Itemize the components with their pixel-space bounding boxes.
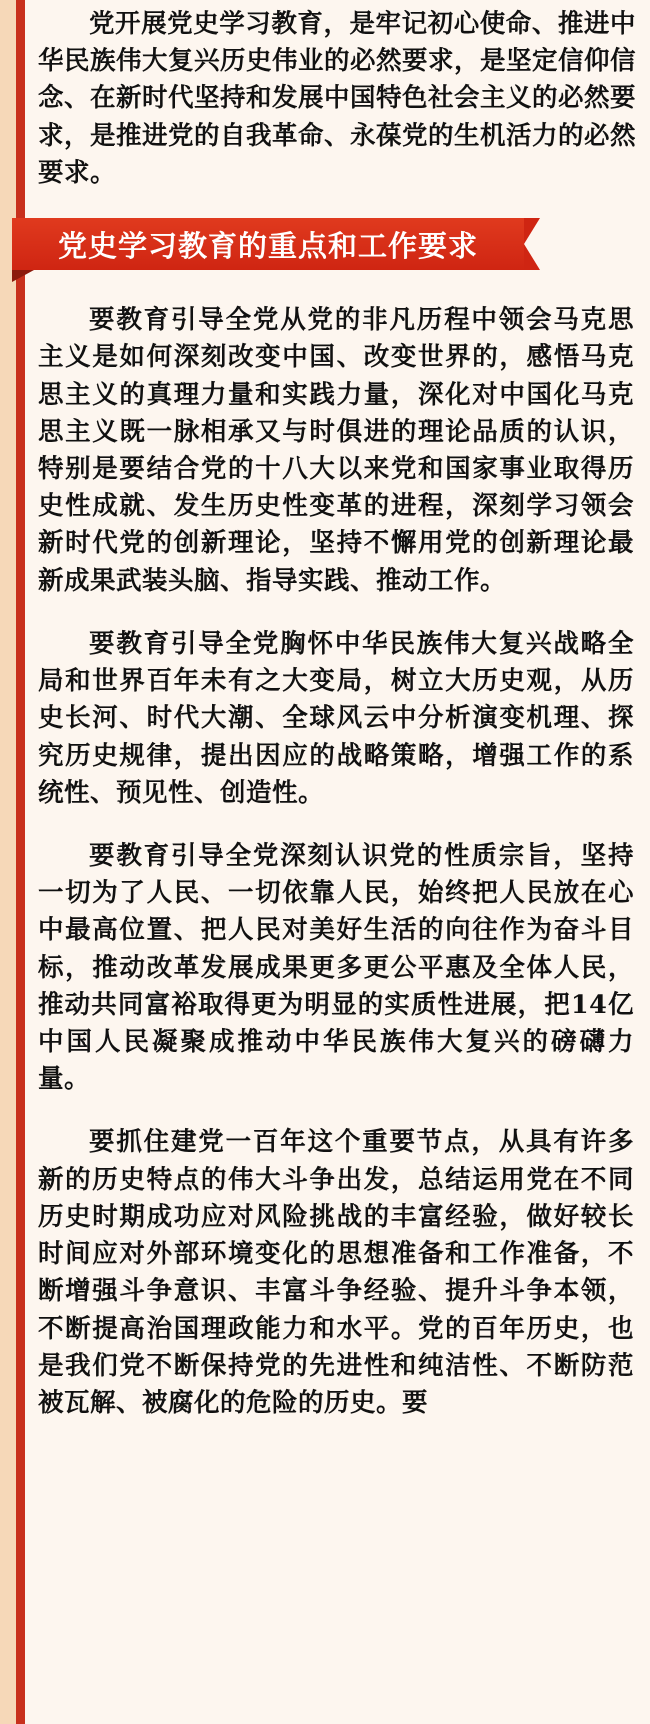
body-paragraph: 要抓住建党一百年这个重要节点，从具有许多新的历史特点的伟大斗争出发，总结运用党在不同历史时期成功应对风险挑战的丰富经验，做好较长时间应对外部环境变化的思想准备和工作准备，不断增强斗争意识、丰富斗争经验、提升斗争本领，不断提高治国理政能力和水平。党的百年历史，也是我们党不断保持党的先进性和纯洁性、不断防范被瓦解、被腐化的危险的历史。要 (38, 1127, 634, 1418)
right-margin-edge (642, 0, 650, 1724)
body-paragraphs (38, 302, 636, 1422)
body-paragraph: 要教育引导全党从党的非凡历程中领会马克思主义是如何深刻改变中国、改变世界的，感悟马克思主义的真理力量和实践力量，深化对中国化马克思主义既一脉相承又与时俱进的理论品质的认识，特别是要结合党的十八大以来党和国家事业取得历史性成就、发生历史性变革的进程，深刻学习领会新时代党的创新理论，坚持不懈用党的创新理论最新成果武装头脑、指导实践、推动工作。 (38, 305, 634, 596)
body-paragraph: 要教育引导全党胸怀中华民族伟大复兴战略全局和世界百年未有之大变局，树立大历史观，从历史长河、时代大潮、全球风云中分析演变机理、探究历史规律，提出因应的战略策略，增强工作的系统性、预见性、创造性。 (38, 628, 634, 808)
section-heading-banner (12, 218, 552, 280)
body-paragraph: 要教育引导全党深刻认识党的性质宗旨，坚持一切为了人民、一切依靠人民，始终把人民放在心中最高位置、把人民对美好生活的向往作为奋斗目标，推动改革发展成果更多更公平惠及全体人民，推动共同富裕取得更为明显的实质性进展，把14亿中国人民凝聚成推动中华民族伟大复兴的磅礴力量。 (38, 840, 634, 1095)
banner-fold-shape (524, 218, 540, 270)
document-content (38, 0, 636, 1422)
intro-paragraph: 党开展党史学习教育，是牢记初心使命、推进中华民族伟大复兴历史伟业的必然要求，是坚定信仰信念、在新时代坚持和发展中国特色社会主义的必然要求，是推进党的自我革命、永葆党的生机活力的必然要求。 (38, 9, 637, 188)
banner-title: 党史学习教育的重点和工作要求 (57, 228, 478, 263)
banner-body (12, 218, 524, 270)
banner-tail-shape (12, 270, 34, 282)
